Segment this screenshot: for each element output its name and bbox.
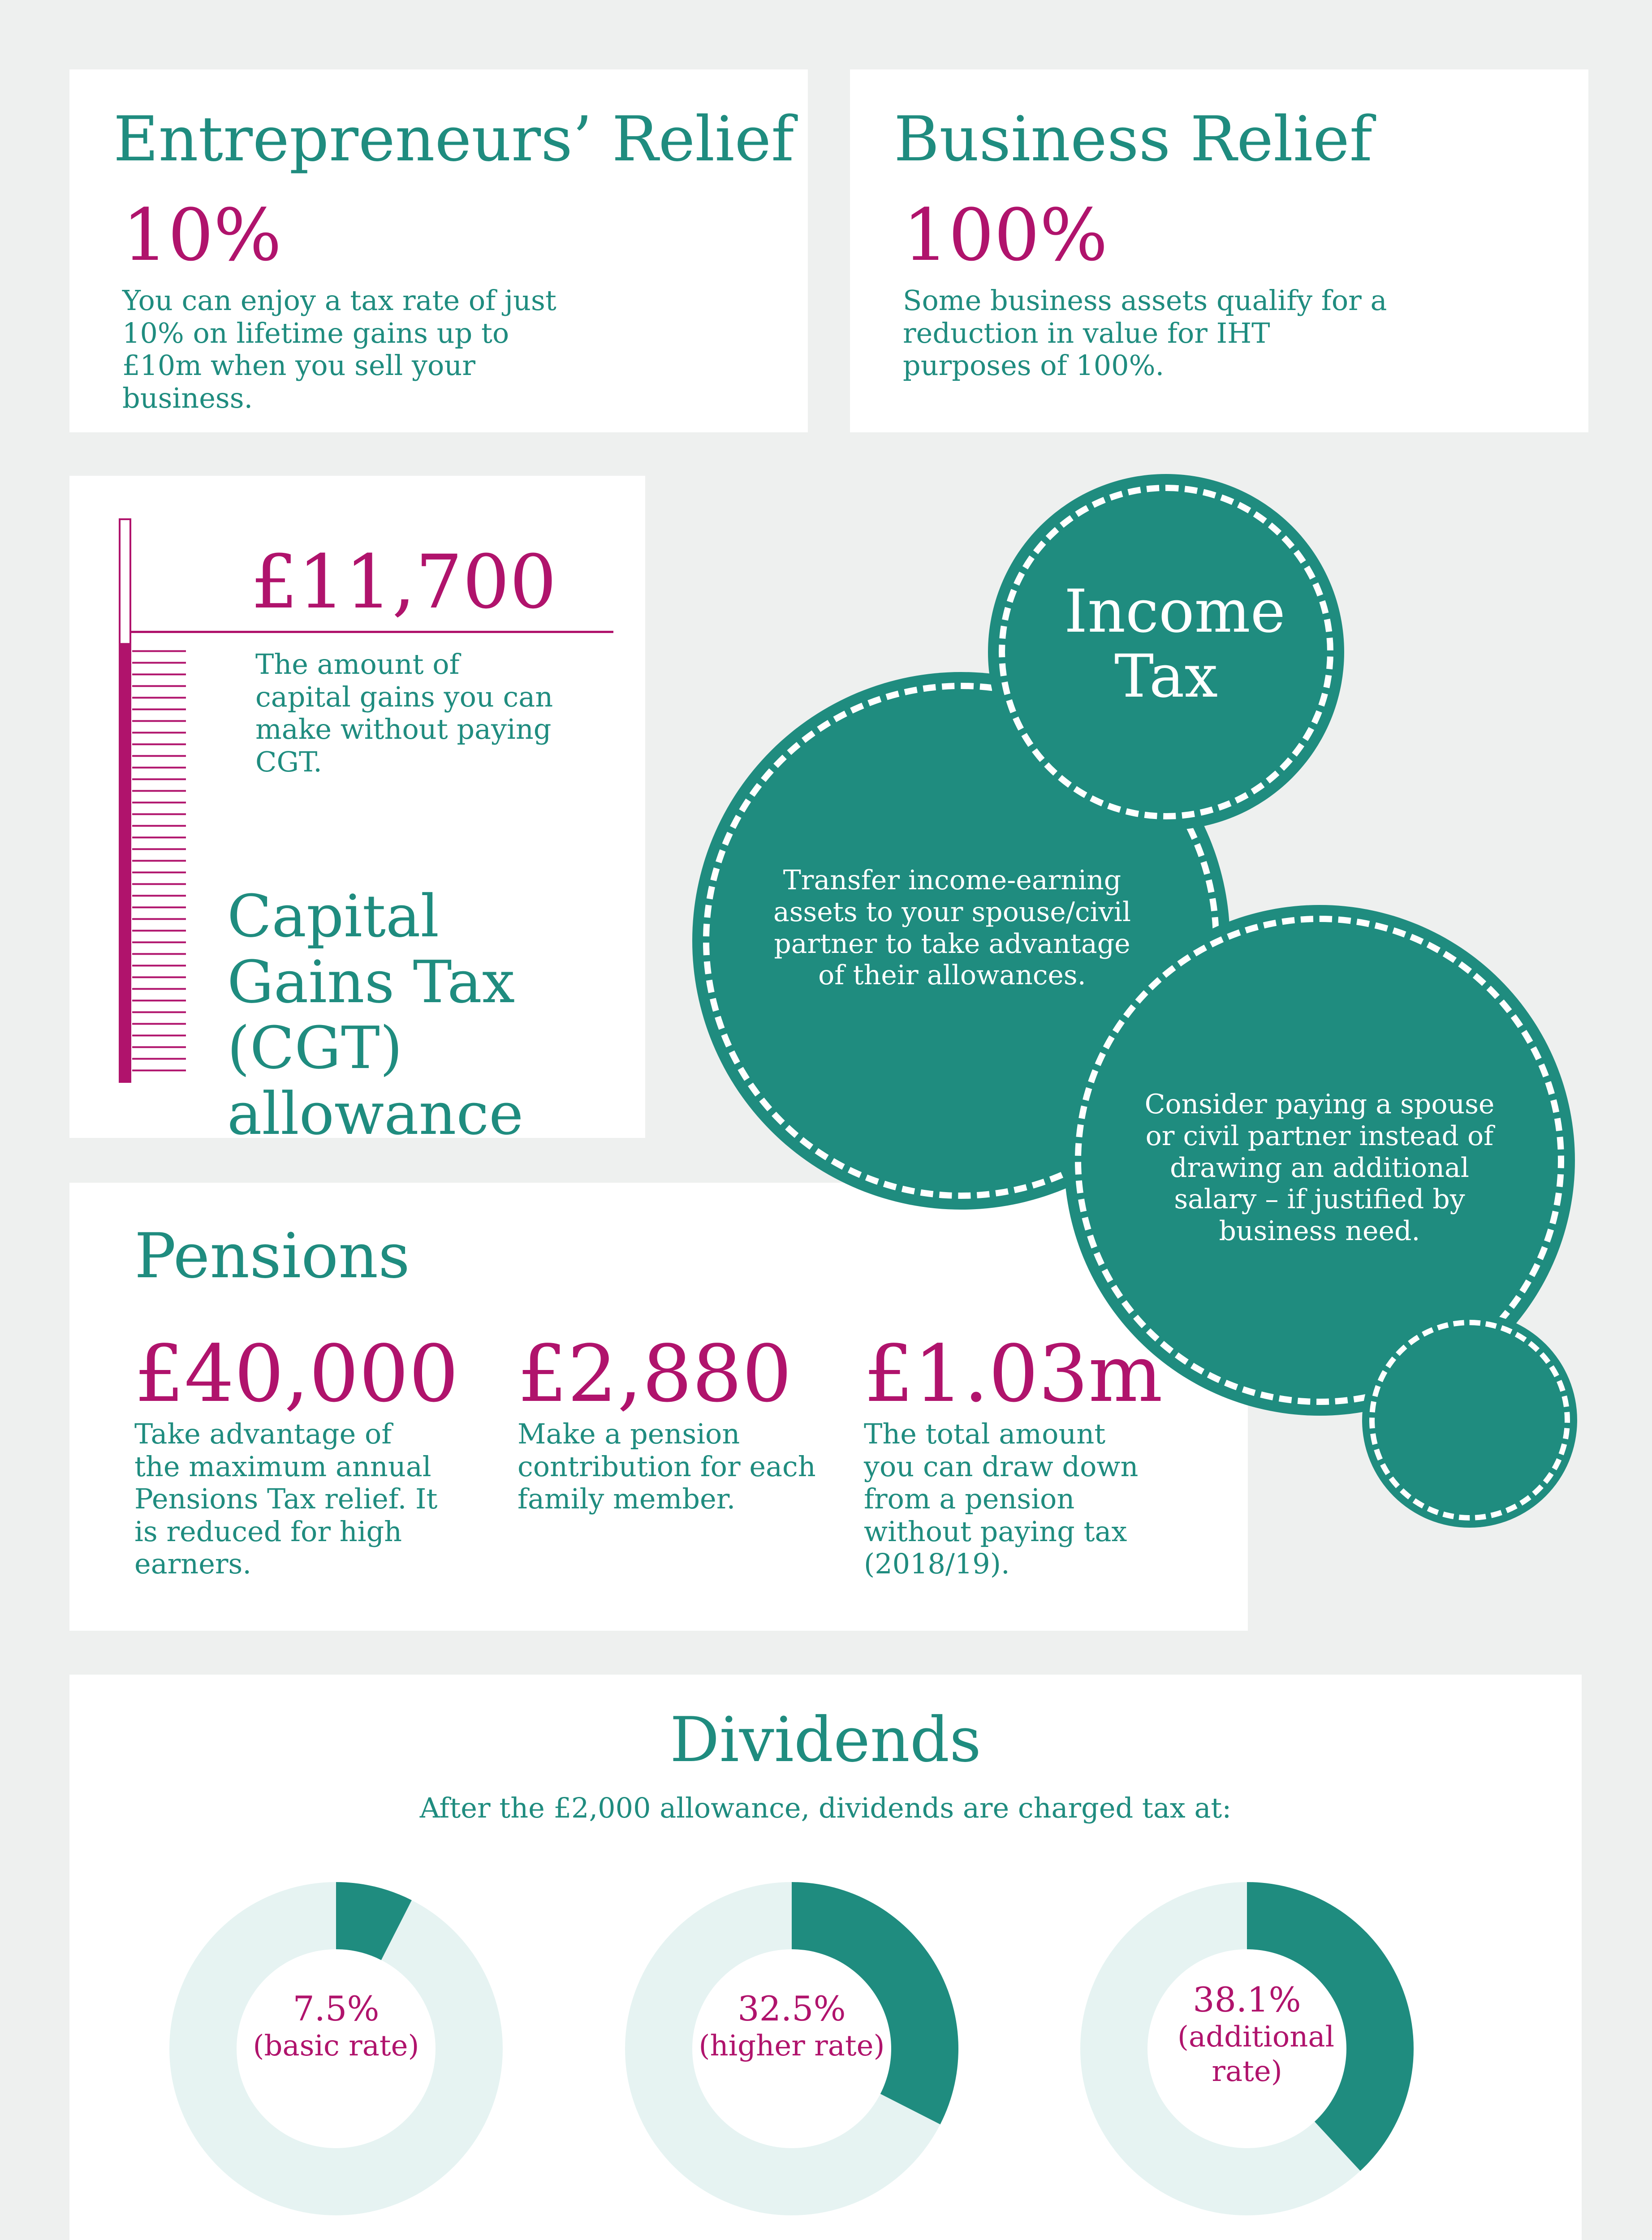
dividends-card (69, 1675, 1582, 2240)
donut-additional-label (1151, 1979, 1343, 2089)
donut-basic-rate: (basic rate) (253, 2029, 419, 2063)
income-tax-bubble (988, 474, 1344, 830)
donut-basic-label (240, 1988, 432, 2063)
business-relief-text: Some business assets qualify for a reduction in value for IHT purposes of 100%. (903, 284, 1387, 382)
cgt-title: Capital Gains Tax (CGT) allowance (227, 882, 524, 1148)
business-relief-title: Business Relief (894, 103, 1372, 175)
income-tip2-text: Consider paying a spouse or civil partner instead of drawing an additional salary – if justified by business need. (1144, 1089, 1495, 1247)
pension-text-3: The total amount you can draw down from a pension without paying tax (2018/19). (864, 1417, 1139, 1581)
donut-higher-rate: (higher rate) (699, 2029, 885, 2063)
cgt-gauge-ticks (132, 651, 186, 1070)
pension-value-1: £40,000 (134, 1329, 459, 1420)
donut-basic-percent: 7.5% (293, 1989, 380, 2029)
donut-additional-rate: (additional rate) (1178, 2020, 1335, 2088)
donut-higher-label (695, 1988, 888, 2063)
income-tip1-text: Transfer income-earning assets to your spouse/civil partner to take advantage of their allowances. (773, 865, 1131, 991)
small-decorative-ring (1369, 1320, 1570, 1521)
entrepreneurs-relief-value: 10% (122, 193, 282, 277)
donut-additional-percent: 38.1% (1193, 1980, 1301, 2020)
dividends-title: Dividends (670, 1704, 981, 1776)
pension-value-2: £2,880 (518, 1329, 792, 1420)
pensions-title: Pensions (134, 1220, 410, 1292)
cgt-card (69, 476, 645, 1148)
business-relief-value: 100% (903, 193, 1108, 277)
dividends-subtitle: After the £2,000 allowance, dividends are charged tax at: (419, 1792, 1232, 1824)
pensions-card (69, 1183, 1248, 1631)
cgt-gauge-fill (120, 643, 131, 1082)
entrepreneurs-relief-title: Entrepreneurs’ Relief (113, 103, 794, 175)
entrepreneurs-relief-card (69, 69, 808, 432)
cgt-marker-line (130, 631, 613, 633)
pension-text-2: Make a pension contribution for each family member. (518, 1417, 816, 1516)
cgt-text: The amount of capital gains you can make without paying CGT. (255, 648, 553, 778)
cgt-value: £11,700 (251, 539, 557, 625)
pension-value-3: £1.03m (864, 1329, 1163, 1420)
small-decorative-bubble (1362, 1313, 1577, 1528)
income-tax-title: Income Tax (1064, 577, 1285, 711)
pension-text-1: Take advantage of the maximum annual Pensions Tax relief. It is reduced for high earners. (134, 1417, 438, 1581)
donut-higher-percent: 32.5% (738, 1989, 846, 2029)
business-relief-card (850, 69, 1588, 432)
entrepreneurs-relief-text: You can enjoy a tax rate of just 10% on lifetime gains up to £10m when you sell your business. (122, 284, 556, 414)
cgt-gauge (119, 518, 190, 1083)
